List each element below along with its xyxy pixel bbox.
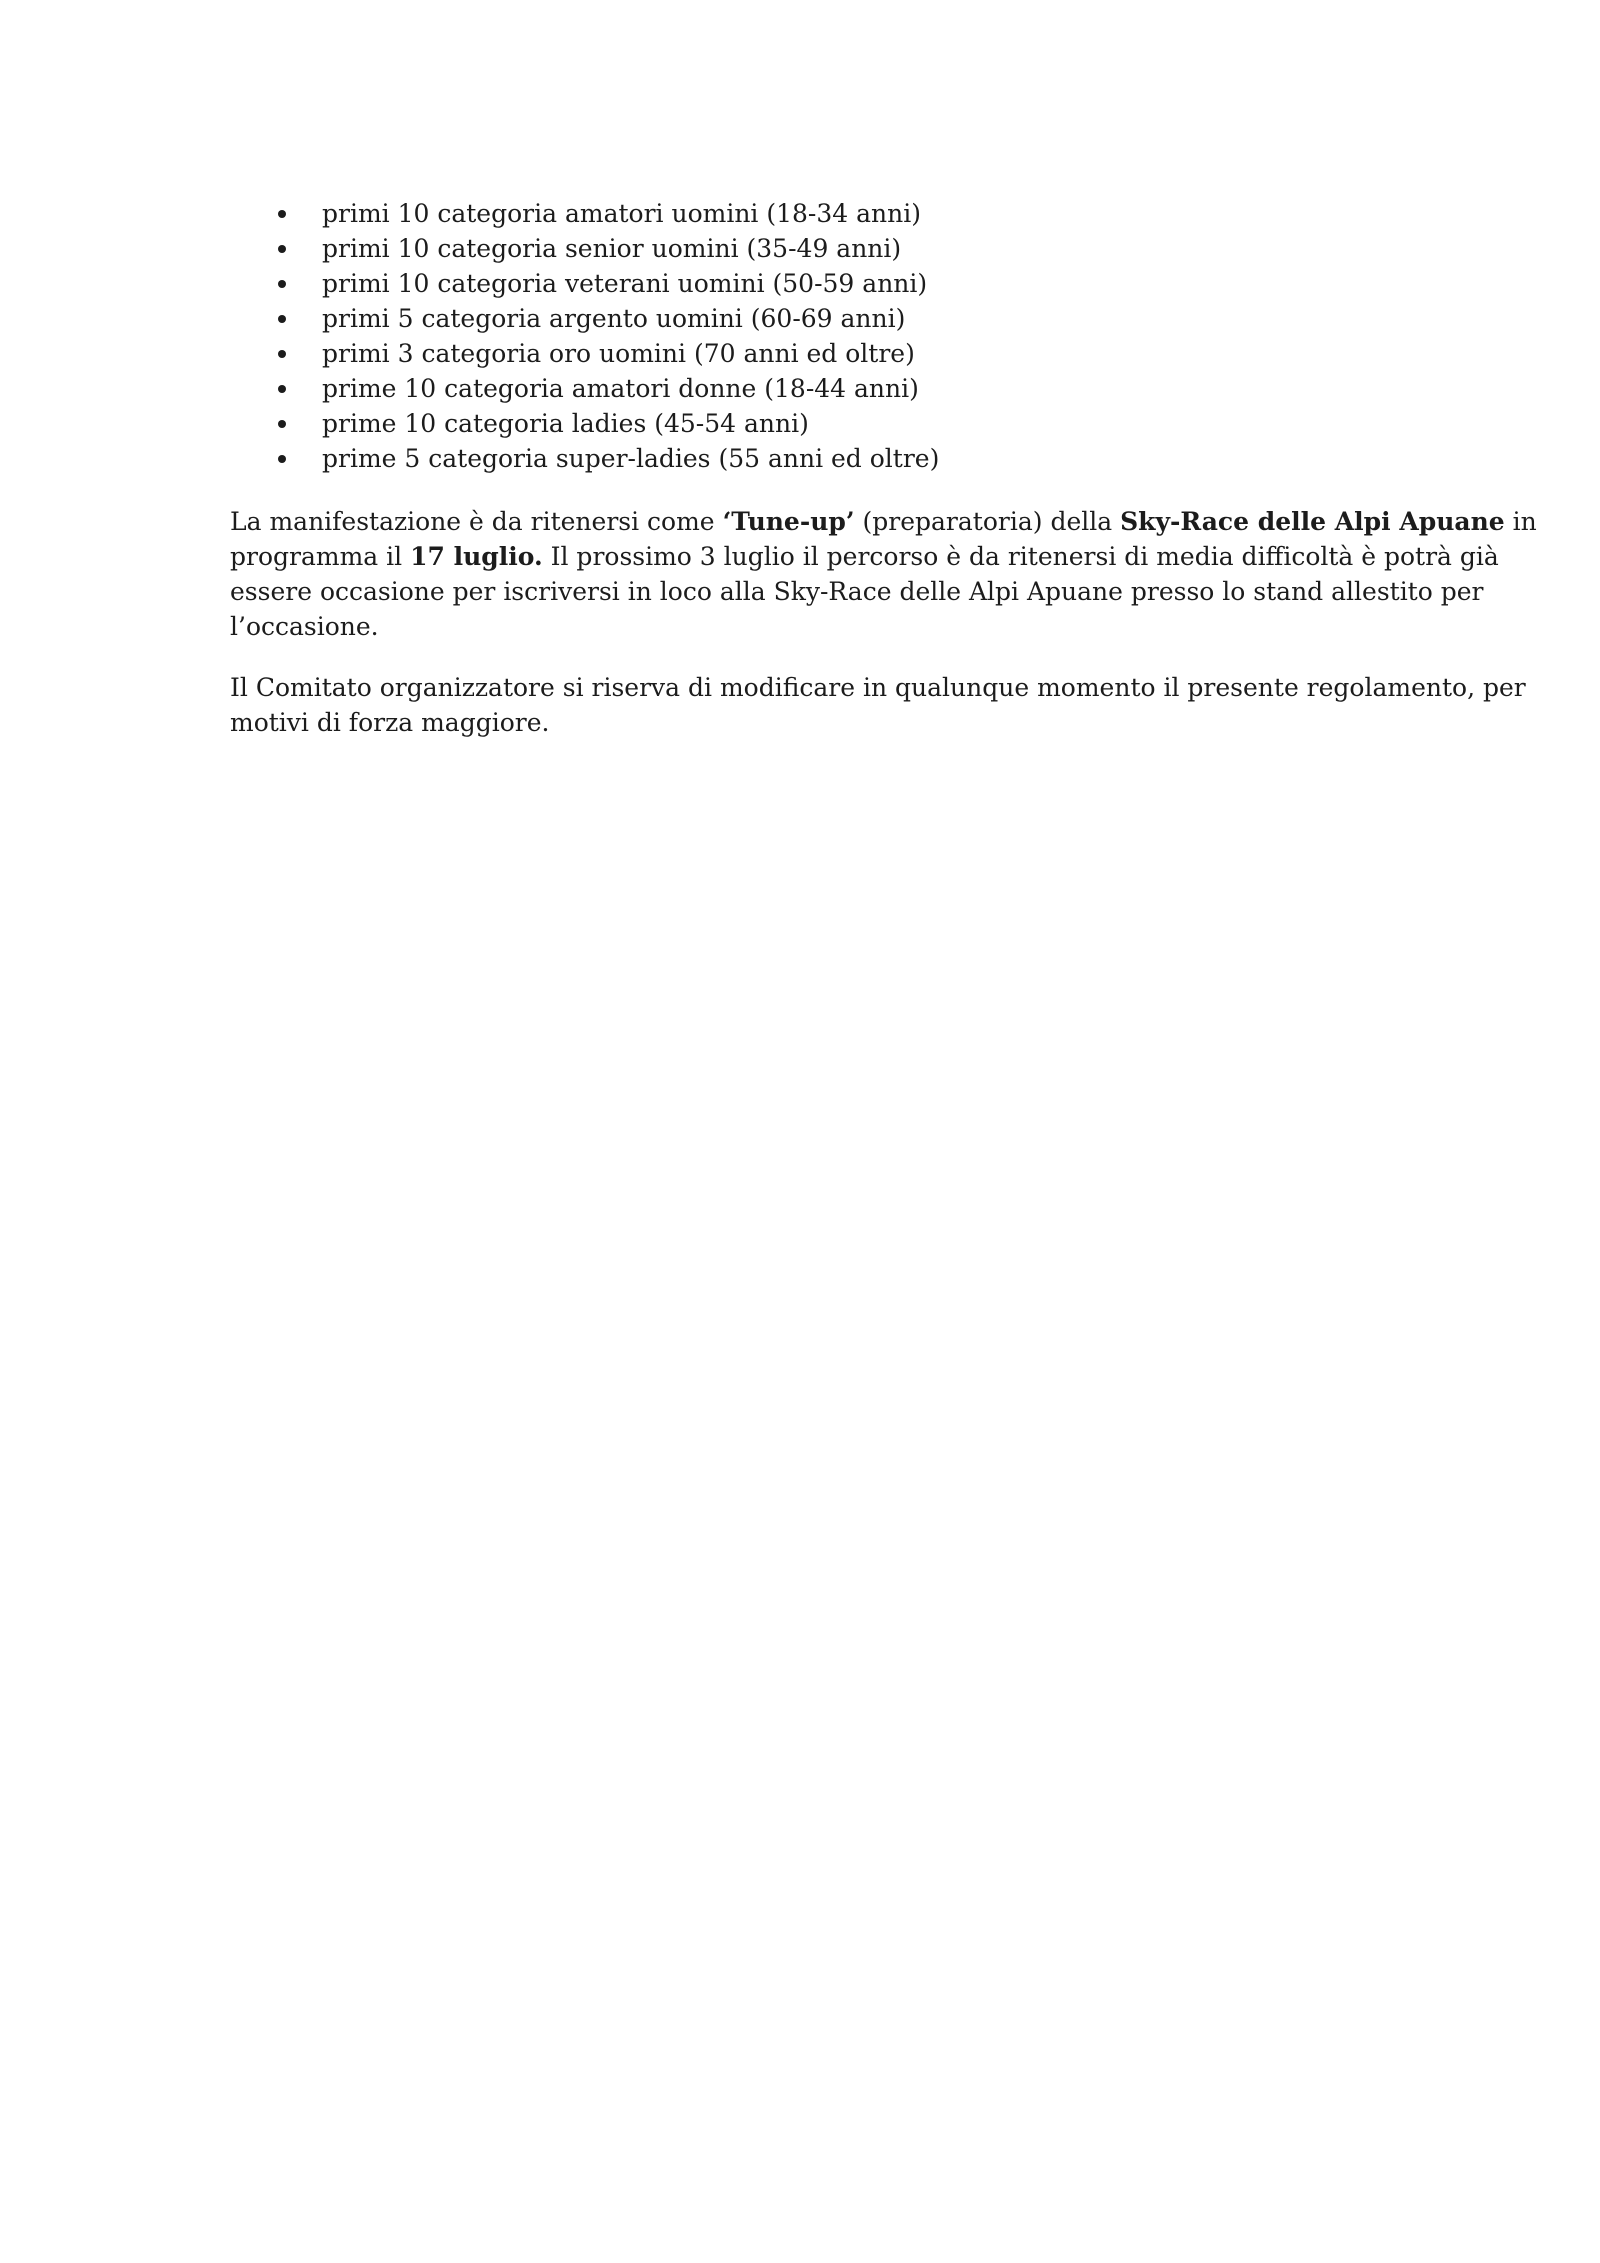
list-item-text: prime 5 categoria super-ladies (55 anni ed oltre)	[322, 444, 940, 473]
committee-paragraph	[230, 670, 1526, 740]
list-item-text: primi 3 categoria oro uomini (70 anni ed oltre)	[322, 339, 915, 368]
list-item	[230, 196, 1430, 231]
text-span: Il prossimo 3 luglio il percorso è da ritenersi di media difficoltà è potrà già	[542, 542, 1499, 571]
list-item	[230, 441, 1430, 476]
list-item-text: primi 10 categoria amatori uomini (18-34 anni)	[322, 199, 921, 228]
list-item	[230, 231, 1430, 266]
awards-list	[230, 196, 1430, 476]
bullet-icon	[278, 210, 286, 218]
paragraph-line: motivi di forza maggiore.	[230, 708, 550, 737]
list-item-text: prime 10 categoria amatori donne (18-44 anni)	[322, 374, 919, 403]
text-span: programma il	[230, 542, 411, 571]
sky-race-bold: Sky-Race delle Alpi Apuane	[1120, 507, 1505, 536]
list-item-text: primi 5 categoria argento uomini (60-69 anni)	[322, 304, 906, 333]
text-span: in	[1504, 507, 1537, 536]
bullet-icon	[278, 280, 286, 288]
list-item	[230, 336, 1430, 371]
text-span: (preparatoria) della	[854, 507, 1121, 536]
paragraph-line	[230, 539, 1499, 574]
list-item-text: primi 10 categoria senior uomini (35-49 anni)	[322, 234, 902, 263]
bullet-icon	[278, 350, 286, 358]
date-bold: 17 luglio.	[410, 542, 543, 571]
bullet-icon	[278, 420, 286, 428]
tune-up-bold: ‘Tune-up’	[722, 507, 855, 536]
tune-up-paragraph	[230, 504, 1537, 644]
list-item	[230, 266, 1430, 301]
paragraph-line: Il Comitato organizzatore si riserva di modificare in qualunque momento il presente regolamento, per	[230, 673, 1526, 702]
list-item	[230, 301, 1430, 336]
text-span: La manifestazione è da ritenersi come	[230, 507, 723, 536]
bullet-icon	[278, 315, 286, 323]
list-item	[230, 371, 1430, 406]
bullet-icon	[278, 385, 286, 393]
bullet-icon	[278, 455, 286, 463]
paragraph-line: essere occasione per iscriversi in loco alla Sky-Race delle Alpi Apuane presso lo stand allestito per	[230, 577, 1484, 606]
list-item	[230, 406, 1430, 441]
bullet-icon	[278, 245, 286, 253]
list-item-text: prime 10 categoria ladies (45-54 anni)	[322, 409, 809, 438]
paragraph-line: l’occasione.	[230, 612, 379, 641]
list-item-text: primi 10 categoria veterani uomini (50-59 anni)	[322, 269, 928, 298]
paragraph-line	[230, 504, 1537, 539]
